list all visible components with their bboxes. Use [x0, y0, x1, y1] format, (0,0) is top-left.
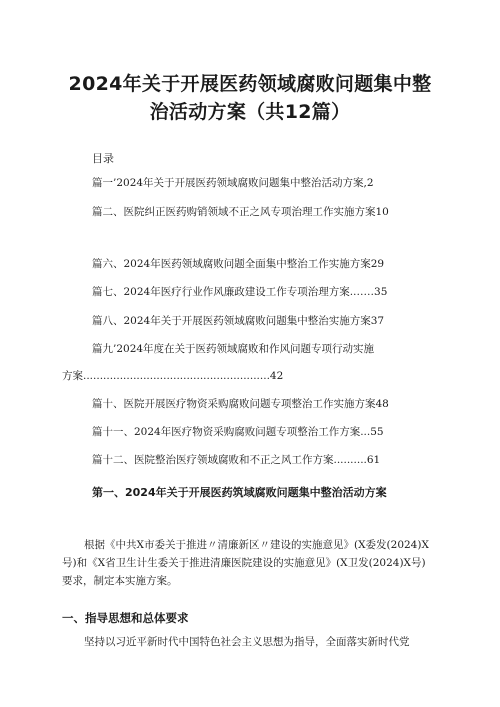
- paragraph-1-line-1: 根据《中共X市委关于推进〃清廉新区〃建设的实施意见》(X委发(2024)X: [84, 539, 429, 551]
- paragraph-1-line-2: 号)和《X省卫生计生委关于推进清廉医院建设的实施意见》(X卫发(2024)X号): [62, 557, 426, 569]
- toc-item[interactable]: 篇二、医院纠正医药购销领域不正之风专项治理工作实施方案10: [92, 206, 389, 218]
- paragraph-1-line-3: 要求，制定本实施方案。: [62, 575, 178, 587]
- toc-item[interactable]: 篇一’2024年关于开展医药领域腐败问题集中整治活动方案,2: [92, 177, 374, 189]
- title-line-2: 治活动方案（共12篇）: [149, 101, 351, 123]
- paragraph-2: [62, 633, 434, 651]
- subheading: 一、指导思想和总体要求: [62, 611, 189, 625]
- section-heading: 第一、2024年关于开展医药筑域腐败问题集中整治活动方案: [92, 486, 387, 499]
- toc-item[interactable]: 篇十二、医院整治医疗领域腐败和不正之风工作方案..........61: [92, 454, 381, 466]
- toc-item[interactable]: 篇九’2024年度在关于医药领域腐败和作风问题专项行动实施: [92, 343, 375, 355]
- toc-item[interactable]: 篇十、医院开展医疗物资采购腐败问题专项整治工作实施方案48: [92, 398, 389, 410]
- document-title: [40, 70, 460, 126]
- toc-item-continuation[interactable]: 方案........................................................42: [62, 370, 284, 382]
- toc-heading: 目录: [92, 152, 114, 165]
- toc-item[interactable]: 篇七、2024年医疗行业作风廉政建设工作专项治理方案.……35: [92, 286, 388, 298]
- title-line-1: 2024年关于开展医药领域腐败问题集中整: [68, 73, 432, 95]
- toc-item[interactable]: 篇八、2024年关于开展医药领域腐败问题集中整治实施方案37: [92, 315, 385, 327]
- paragraph-1: [62, 536, 434, 590]
- toc-item[interactable]: 篇六、2024年医药领域腐败问题全面集中整治工作实施方案29: [92, 258, 385, 270]
- paragraph-2-line-1: 坚持以习近平新时代中国特色社会主义思想为指导，全面落实新时代党: [84, 636, 410, 648]
- toc-item[interactable]: 篇十一、2024年医疗物资采购腐败问题专项整治工作方案...55: [92, 426, 384, 438]
